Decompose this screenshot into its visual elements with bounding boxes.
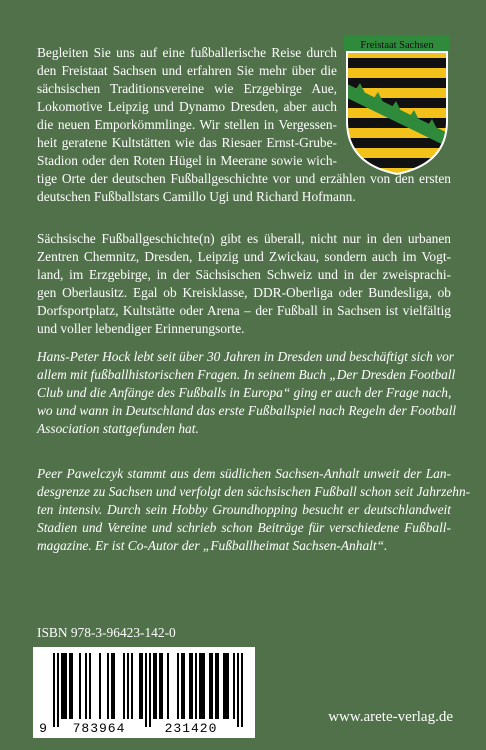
- regions-paragraph: [37, 230, 451, 338]
- text-line: Begleiten Sie uns auf eine fußballerische Reise durch: [37, 45, 337, 60]
- barcode-bar: [107, 653, 109, 719]
- barcode-bar: [111, 653, 113, 719]
- text-line: Stadien und Vereine und schrieb schon Beiträge für verschiedene Fußball-: [37, 520, 451, 535]
- barcode-bar: [233, 653, 235, 719]
- isbn-number: ISBN 978-3-96423-142-0: [37, 625, 176, 640]
- barcode-bar: [85, 653, 87, 719]
- crest-label: Freistaat Sachsen: [360, 40, 434, 51]
- barcode-bar: [149, 653, 151, 727]
- text-line: magazine. Er ist Co-Autor der „Fußballheimat Sachsen-Anhalt“.: [37, 538, 388, 553]
- barcode-bar: [113, 653, 115, 719]
- text-line: Stadion oder den Roten Hügel in Meerane sowie wich-: [37, 153, 337, 168]
- intro-paragraph: [37, 44, 451, 206]
- text-line: Association stattgefunden hat.: [37, 421, 199, 436]
- barcode-bar: [131, 653, 133, 719]
- text-line: heit geratene Kultstätten wie das Riesaer Ernst-Grube-: [37, 135, 337, 150]
- barcode-bar: [79, 653, 81, 719]
- barcode-bar: [159, 653, 161, 719]
- barcode-bar: [53, 653, 55, 727]
- barcode-bar: [199, 653, 201, 719]
- barcode-bar: [145, 653, 147, 727]
- barcode-bar: [57, 653, 59, 727]
- barcode-bar: [203, 653, 205, 719]
- text-line: den Freistaat Sachsen und erfahren Sie mehr über die: [37, 63, 337, 78]
- barcode-bar: [227, 653, 229, 719]
- barcode-bar: [99, 653, 101, 719]
- barcode-bar: [139, 653, 141, 719]
- barcode-digits-right: 231420: [164, 721, 218, 736]
- isbn-barcode: [33, 647, 255, 738]
- barcode-bar: [191, 653, 193, 719]
- text-line: und voller lebendiger Erinnerungsorte.: [37, 321, 245, 336]
- barcode-bar: [237, 653, 239, 727]
- barcode-bar: [155, 653, 157, 719]
- text-line: sächsischen Traditionsvereine wie Erzgebirge Aue,: [37, 81, 337, 96]
- barcode-bar: [189, 653, 191, 719]
- barcode-bar: [161, 653, 163, 719]
- text-line: land, im Erzgebirge, in der Sächsischen Schweiz und in der zweisprachi-: [37, 267, 451, 282]
- barcode-bar: [211, 653, 213, 719]
- barcode-bar: [167, 653, 169, 719]
- text-line: wo und wann in Deutschland das erste Fußballspiel nach Regeln der Football: [37, 403, 457, 418]
- barcode-bar: [63, 653, 65, 719]
- text-line: deutschen Fußballstars Camillo Ugi und Richard Hofmann.: [37, 189, 356, 204]
- barcode-bar: [241, 653, 243, 727]
- barcode-bar: [89, 653, 91, 719]
- barcode-digit-lead: 9: [39, 721, 47, 736]
- barcode-bar: [141, 653, 143, 719]
- barcode-bar: [61, 653, 63, 719]
- barcode-bar: [183, 653, 185, 719]
- author-bio-pawelczyk: [37, 465, 471, 555]
- barcode-bar: [201, 653, 203, 719]
- text-line: desgrenze zu Sachsen und verfolgt den sächsischen Fußball schon seit Jahrzehn-: [37, 484, 471, 499]
- barcode-bar: [65, 653, 67, 719]
- barcode-bar: [71, 653, 73, 719]
- text-line: Hans-Peter Hock lebt seit über 30 Jahren in Dresden und beschäftigt sich vor: [37, 349, 455, 364]
- barcode-bar: [209, 653, 211, 719]
- barcode-bar: [225, 653, 227, 719]
- barcode-bar: [127, 653, 129, 719]
- text-line: gen Oberlausitz. Egal ob Kreisklasse, DDR-Oberliga oder Bundesliga, ob: [37, 285, 451, 300]
- barcode-bar: [69, 653, 71, 719]
- barcode-bar: [215, 653, 217, 719]
- text-line: ten intensiv. Durch sein Hobby Groundhopping besucht er deutschlandweit: [37, 502, 451, 517]
- barcode-bars: [53, 653, 243, 727]
- text-line: allem mit fußballhistorischen Fragen. In seinem Buch „Der Dresden Football: [37, 367, 456, 382]
- barcode-digits-left: 783964: [72, 721, 126, 736]
- publisher-url[interactable]: www.arete-verlag.de: [328, 709, 453, 725]
- barcode-bar: [123, 653, 125, 719]
- barcode-bar: [177, 653, 179, 719]
- barcode-bar: [223, 653, 225, 719]
- text-line: tige Orte der deutschen Fußballgeschichte vor und erzählen von den ersten: [37, 171, 451, 186]
- text-line: Club und die Anfänge des Fußballs in Europa“ ging er auch der Frage nach,: [37, 385, 452, 400]
- author-bio-hock: [37, 348, 457, 438]
- saxony-coat-of-arms-icon: [344, 36, 450, 176]
- text-line: Dorfsportplatz, Kultstätte oder Arena – der Fußball in Sachsen ist vielfältig: [37, 303, 451, 318]
- text-line: Lokomotive Leipzig und Dynamo Dresden, aber auch: [37, 99, 337, 114]
- barcode-bar: [195, 653, 197, 719]
- text-line: die neuen Emporkömmlinge. Wir stellen in Vergessen-: [37, 117, 337, 132]
- text-line: Zentren Chemnitz, Dresden, Leipzig und Zwickau, sondern auch im Vogt-: [37, 249, 451, 264]
- barcode-bar: [217, 653, 219, 719]
- text-line: Peer Pawelczyk stammt aus dem südlichen Sachsen-Anhalt unweit der Lan-: [37, 466, 451, 481]
- barcode-bar: [153, 653, 155, 719]
- barcode-bar: [181, 653, 183, 719]
- text-line: Sächsische Fußballgeschichte(n) gibt es überall, nicht nur in den urbanen: [37, 231, 451, 246]
